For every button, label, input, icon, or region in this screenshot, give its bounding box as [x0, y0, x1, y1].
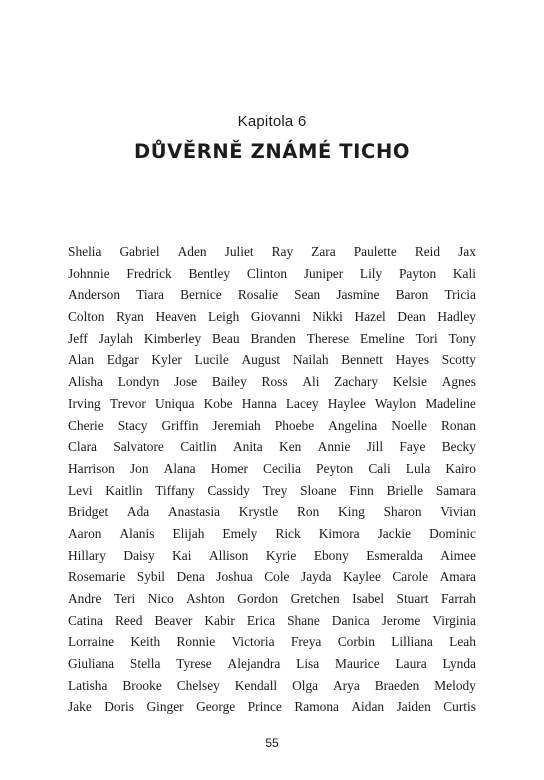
chapter-title: DŮVĚRNĚ ZNÁMÉ TICHO [133, 140, 411, 163]
name-word: Krystle [238, 504, 279, 520]
name-word: Kai [172, 547, 192, 563]
name-word: Allison [208, 547, 249, 563]
name-word: Danica [331, 612, 370, 628]
text-line [68, 675, 476, 697]
text-line [68, 523, 476, 545]
name-word: Branden [250, 330, 296, 346]
name-word: Kabir [204, 612, 235, 628]
name-word: Anastasia [167, 504, 221, 520]
name-word: August [241, 352, 281, 368]
name-word: Catina [68, 612, 103, 628]
name-word: Nailah [292, 352, 329, 368]
name-word: Aden [177, 244, 207, 259]
name-word: Amara [439, 569, 476, 585]
name-word: Kelsie [392, 374, 427, 390]
name-word: Farrah [440, 591, 476, 606]
name-word: Ken [279, 439, 302, 455]
name-word: Keith [130, 634, 161, 650]
name-word: Tiara [136, 287, 164, 303]
name-word: Olga [292, 677, 319, 693]
name-word: Joshua [216, 569, 253, 585]
name-word: Kendall [234, 677, 278, 693]
name-word: Bernice [180, 287, 222, 303]
name-word: Paulette [353, 244, 397, 259]
name-word: Scotty [441, 352, 476, 368]
name-word: Jeff [68, 330, 88, 346]
text-line [68, 501, 476, 523]
name-word: Daisy [123, 547, 155, 563]
name-word: Madeline [425, 395, 476, 411]
name-word: Brooke [122, 677, 162, 693]
name-word: Hayes [395, 352, 430, 368]
name-word: Faye [399, 439, 426, 455]
name-word: Lorraine [68, 634, 115, 650]
name-word: Esmeralda [366, 547, 423, 563]
name-word: Tricia [444, 287, 476, 303]
name-word: Cherie [68, 417, 104, 433]
name-word: Stacy [117, 417, 148, 433]
name-word: Gordon [237, 591, 279, 606]
name-word: Giovanni [250, 309, 301, 325]
name-word: Noelle [391, 417, 427, 433]
name-word: Trevor [109, 395, 146, 411]
name-word: Ginger [146, 699, 184, 715]
name-word: Ada [126, 504, 150, 520]
name-word: Ashton [186, 591, 225, 606]
name-word: Jaylah [98, 330, 133, 346]
name-word: Alana [163, 460, 196, 476]
name-word: Angelina [328, 417, 378, 433]
name-word: Therese [306, 330, 350, 346]
name-word: Jerome [381, 612, 421, 628]
name-word: Reed [114, 612, 143, 628]
name-word: Rick [275, 525, 301, 541]
name-word: Peyton [316, 460, 354, 476]
name-word: Lynda [442, 656, 476, 672]
name-word: Ryan [116, 309, 144, 325]
name-word: Phoebe [274, 417, 315, 433]
name-word: Tyrese [176, 656, 212, 672]
name-word: Colton [68, 309, 105, 325]
name-word: Finn [349, 482, 374, 498]
text-line [68, 610, 476, 632]
name-word: Jasmine [336, 287, 380, 303]
name-word: King [338, 504, 365, 520]
text-line [68, 458, 476, 480]
name-word: Hadley [437, 309, 476, 325]
name-word: Kimora [318, 525, 360, 541]
name-word: Jon [129, 460, 149, 476]
name-word: Rosemarie [68, 569, 126, 585]
name-word: Aidan [351, 699, 385, 715]
name-word: Ramona [294, 699, 339, 715]
name-word: Aaron [68, 525, 102, 541]
page-number: 55 [265, 736, 279, 750]
name-word: Dominic [429, 525, 476, 541]
name-word: Haylee [327, 395, 366, 411]
name-word: Levi [68, 482, 93, 498]
name-word: Sharon [383, 504, 422, 520]
name-word: Andre [68, 591, 102, 606]
name-word: Salvatore [113, 439, 164, 455]
name-word: Aimee [440, 547, 476, 563]
name-word: Dean [397, 309, 426, 325]
text-line [68, 328, 476, 350]
name-word: Teri [113, 591, 136, 606]
name-word: Zara [311, 244, 336, 259]
name-word: Emely [222, 525, 258, 541]
name-word: Lula [405, 460, 431, 476]
text-line [68, 696, 476, 718]
name-word: Nikki [312, 309, 343, 325]
text-line [68, 263, 476, 285]
name-word: Beaver [154, 612, 193, 628]
name-word: Heaven [155, 309, 197, 325]
name-word: Edgar [106, 352, 139, 368]
name-word: Lisa [296, 656, 320, 672]
name-word: Harrison [68, 460, 115, 476]
name-word: Stuart [396, 591, 429, 606]
name-word: Jackie [377, 525, 412, 541]
name-word: Jose [174, 374, 198, 390]
name-word: Cali [368, 460, 391, 476]
name-word: Gretchen [290, 591, 340, 606]
name-word: Tori [415, 330, 438, 346]
name-word: Erica [246, 612, 276, 628]
name-word: Corbin [337, 634, 375, 650]
text-line [68, 415, 476, 437]
name-word: Kali [452, 265, 476, 281]
name-word: Jayda [300, 569, 332, 585]
name-word: Trey [262, 482, 288, 498]
name-word: Elijah [172, 525, 205, 541]
name-word: Bailey [211, 374, 247, 390]
name-word: Freya [290, 634, 322, 650]
name-word: Curtis [443, 699, 476, 715]
name-word: Caitlin [180, 439, 217, 455]
name-word: Doris [104, 699, 134, 715]
name-word: Isabel [352, 591, 385, 606]
name-word: Leah [449, 634, 476, 650]
name-word: Ross [261, 374, 288, 390]
name-word: Latisha [68, 677, 108, 693]
text-line [68, 631, 476, 653]
name-word: Clara [68, 439, 97, 455]
name-word: Kaylee [342, 569, 381, 585]
name-word: Sloane [300, 482, 337, 498]
text-line [68, 545, 476, 567]
name-word: Lily [359, 265, 383, 281]
name-word: Lacey [285, 395, 319, 411]
name-word: Leigh [208, 309, 240, 325]
name-word: Johnnie [68, 265, 110, 281]
name-word: Jax [458, 244, 476, 259]
name-word: Griffin [161, 417, 199, 433]
name-word: Emeline [360, 330, 405, 346]
name-word: Brielle [386, 482, 424, 498]
name-word: Kyrie [265, 547, 297, 563]
text-line [68, 284, 476, 306]
text-line [68, 588, 476, 610]
name-word: Sybil [136, 569, 166, 585]
name-word: Gabriel [119, 244, 160, 259]
name-word: Anita [232, 439, 263, 455]
name-word: Kyler [151, 352, 182, 368]
name-word: Kairo [445, 460, 476, 476]
name-word: Cole [264, 569, 290, 585]
name-word: Ebony [313, 547, 349, 563]
name-word: Homer [210, 460, 248, 476]
name-word: Stella [129, 656, 161, 672]
name-word: Carole [392, 569, 429, 585]
name-word: Annie [317, 439, 351, 455]
name-word: Victoria [231, 634, 275, 650]
text-line [68, 653, 476, 675]
name-word: Rosalie [237, 287, 279, 303]
name-word: Vivian [440, 504, 476, 520]
name-word: Alan [68, 352, 95, 368]
name-word: Anderson [68, 287, 121, 303]
name-word: Payton [398, 265, 437, 281]
name-word: Juliet [224, 244, 254, 259]
name-word: Arya [333, 677, 360, 693]
name-word: Alanis [119, 525, 155, 541]
name-word: Shelia [68, 244, 102, 259]
name-word: Ali [302, 374, 320, 390]
name-word: Virginia [432, 612, 476, 628]
name-word: Lucile [194, 352, 229, 368]
text-line [68, 436, 476, 458]
name-word: Beau [212, 330, 240, 346]
name-word: Ron [296, 504, 320, 520]
name-word: Ray [271, 244, 294, 259]
name-word: Uniqua [155, 395, 195, 411]
text-line [68, 480, 476, 502]
name-word: Tiffany [155, 482, 195, 498]
name-word: Clinton [246, 265, 288, 281]
name-word: Chelsey [176, 677, 220, 693]
name-word: Laura [395, 656, 427, 672]
name-word: Dena [176, 569, 205, 585]
name-word: Waylon [374, 395, 417, 411]
name-word: Ronan [440, 417, 476, 433]
name-word: Hillary [68, 547, 106, 563]
name-word: Becky [441, 439, 476, 455]
name-word: Bridget [68, 504, 109, 520]
name-word: Samara [435, 482, 476, 498]
name-word: Ronnie [176, 634, 216, 650]
name-word: Jaiden [396, 699, 431, 715]
name-word: Irving [68, 395, 101, 411]
name-word: Alejandra [227, 656, 281, 672]
names-text-block [68, 241, 476, 718]
name-word: Juniper [303, 265, 344, 281]
chapter-label: Kapitola 6 [237, 113, 307, 130]
name-word: Nico [147, 591, 174, 606]
name-word: Hanna [241, 395, 277, 411]
name-word: Alisha [68, 374, 103, 390]
name-word: George [196, 699, 236, 715]
name-word: Reid [414, 244, 441, 259]
name-word: Cassidy [207, 482, 250, 498]
name-word: Jill [366, 439, 384, 455]
name-word: Sean [294, 287, 321, 303]
name-word: Agnes [441, 374, 476, 390]
text-line [68, 371, 476, 393]
name-word: Kobe [203, 395, 233, 411]
name-word: Bentley [188, 265, 231, 281]
name-word: Cecilia [263, 460, 301, 476]
name-word: Londyn [117, 374, 160, 390]
text-line [68, 306, 476, 328]
text-line [68, 241, 476, 263]
name-word: Maurice [335, 656, 380, 672]
text-line [68, 349, 476, 371]
name-word: Fredrick [126, 265, 172, 281]
name-word: Tony [448, 330, 476, 346]
name-word: Zachary [334, 374, 379, 390]
name-word: Bennett [341, 352, 383, 368]
name-word: Prince [247, 699, 282, 715]
name-word: Giuliana [68, 656, 115, 672]
name-word: Lilliana [391, 634, 433, 650]
name-word: Shane [287, 612, 320, 628]
name-word: Hazel [354, 309, 386, 325]
name-word: Braeden [374, 677, 420, 693]
name-word: Kaitlin [105, 482, 143, 498]
name-word: Melody [434, 677, 476, 693]
name-word: Baron [395, 287, 429, 303]
text-line [68, 393, 476, 415]
name-word: Kimberley [143, 330, 202, 346]
name-word: Jake [68, 699, 92, 715]
text-line [68, 566, 476, 588]
name-word: Jeremiah [212, 417, 261, 433]
